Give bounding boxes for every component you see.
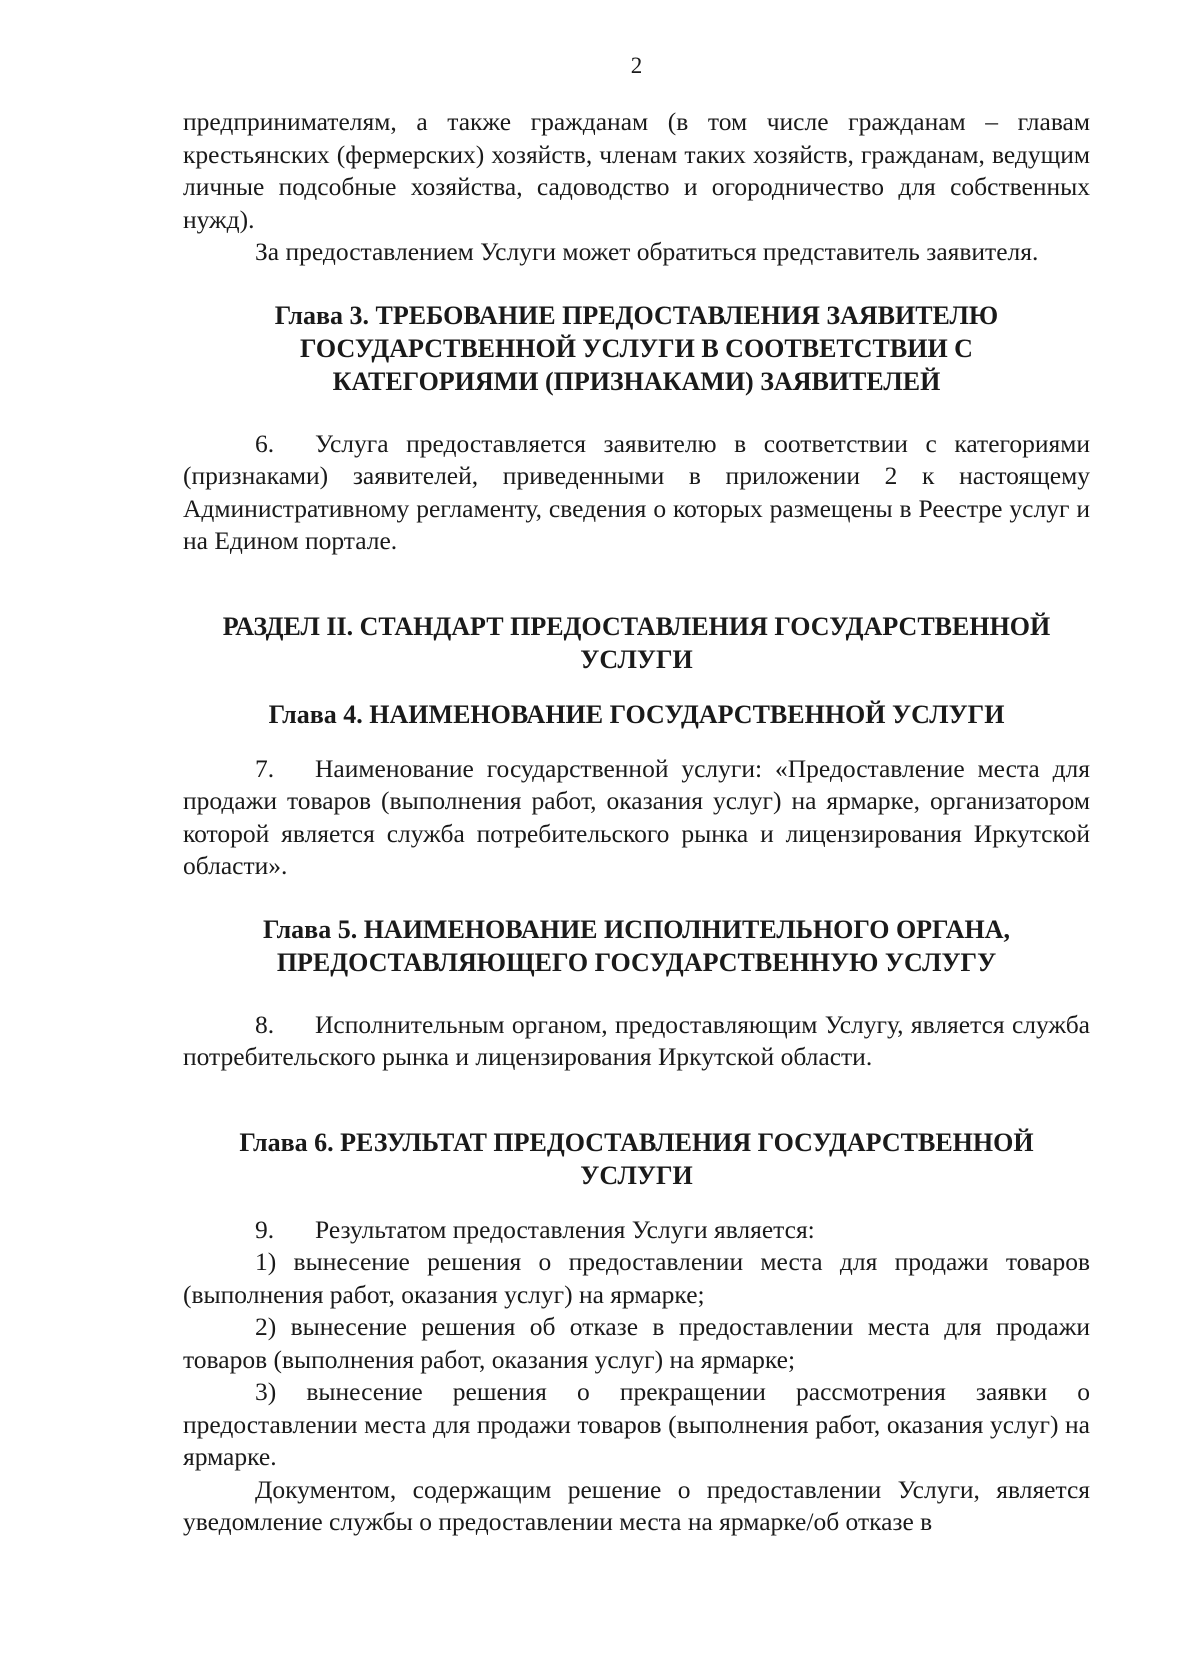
chapter-5-heading — [183, 913, 1090, 979]
item-number: 9. — [255, 1214, 275, 1244]
item-text: Результатом предоставления Услуги является: — [315, 1214, 815, 1244]
item-text: Услуга предоставляется заявителю в соответствии с категориями (признаками) заявителей, приведенными в приложении 2 к настоящему Административному регламенту, сведения о которых размещены в Реестре услуг и на Едином портале. — [183, 428, 1090, 555]
heading-line: Глава 3. ТРЕБОВАНИЕ ПРЕДОСТАВЛЕНИЯ ЗАЯВИТЕЛЮ — [274, 300, 999, 330]
item-8-paragraph — [183, 1009, 1090, 1074]
heading-line: Глава 4. НАИМЕНОВАНИЕ ГОСУДАРСТВЕННОЙ УСЛУГИ — [268, 699, 1005, 729]
representative-paragraph: За предоставлением Услуги может обратиться представитель заявителя. — [255, 237, 1039, 266]
chapter-3-heading — [183, 299, 1090, 398]
result-sub-item: 2) вынесение решения об отказе в предоставлении места для продажи товаров (выполнения работ, оказания услуг) на ярмарке; — [183, 1312, 1090, 1374]
heading-line: ГОСУДАРСТВЕННОЙ УСЛУГИ В СООТВЕТСТВИИ С — [300, 333, 973, 363]
heading-line: Глава 6. РЕЗУЛЬТАТ ПРЕДОСТАВЛЕНИЯ ГОСУДАРСТВЕННОЙ — [239, 1127, 1034, 1157]
section-2-heading — [183, 610, 1090, 676]
chapter-6-heading — [183, 1126, 1090, 1192]
item-number: 7. — [255, 753, 275, 783]
heading-line: УСЛУГИ — [580, 1160, 693, 1190]
heading-line: Глава 5. НАИМЕНОВАНИЕ ИСПОЛНИТЕЛЬНОГО ОРГАНА, — [262, 914, 1011, 944]
result-sub-item: 1) вынесение решения о предоставлении места для продажи товаров (выполнения работ, оказания услуг) на ярмарке; — [183, 1247, 1090, 1309]
item-text: Наименование государственной услуги: «Предоставление места для продажи товаров (выполнения работ, оказания услуг) на ярмарке, организатором которой является служба потребительского рынка и лицензирования Иркутской области». — [183, 753, 1090, 880]
item-number: 8. — [255, 1009, 275, 1039]
item-7-paragraph — [183, 753, 1090, 883]
heading-line: УСЛУГИ — [580, 644, 693, 674]
item-number: 6. — [255, 428, 275, 458]
heading-line: ПРЕДОСТАВЛЯЮЩЕГО ГОСУДАРСТВЕННУЮ УСЛУГУ — [276, 947, 997, 977]
result-sub-item: 3) вынесение решения о прекращении рассмотрения заявки о предоставлении места для продажи товаров (выполнения работ, оказания услуг) на ярмарке. — [183, 1377, 1090, 1471]
heading-line: КАТЕГОРИЯМИ (ПРИЗНАКАМИ) ЗАЯВИТЕЛЕЙ — [332, 366, 941, 396]
closing-paragraph: Документом, содержащим решение о предоставлении Услуги, является уведомление службы о предоставлении места на ярмарке/об отказе в — [183, 1474, 1090, 1536]
item-9-paragraph — [183, 1214, 1090, 1247]
heading-line: РАЗДЕЛ II. СТАНДАРТ ПРЕДОСТАВЛЕНИЯ ГОСУДАРСТВЕННОЙ — [222, 611, 1051, 641]
chapter-4-heading — [183, 698, 1090, 731]
item-6-paragraph — [183, 428, 1090, 558]
item-text: Исполнительным органом, предоставляющим Услугу, является служба потребительского рынка и лицензирования Иркутской области. — [183, 1009, 1090, 1071]
intro-paragraph: предпринимателям, а также гражданам (в том числе гражданам – главам крестьянских (фермерских) хозяйств, членам таких хозяйств, гражданам, ведущим личные подсобные хозяйства, садоводство и огородничество для собственных нужд). — [183, 107, 1090, 234]
page-number: 2 — [630, 53, 643, 78]
